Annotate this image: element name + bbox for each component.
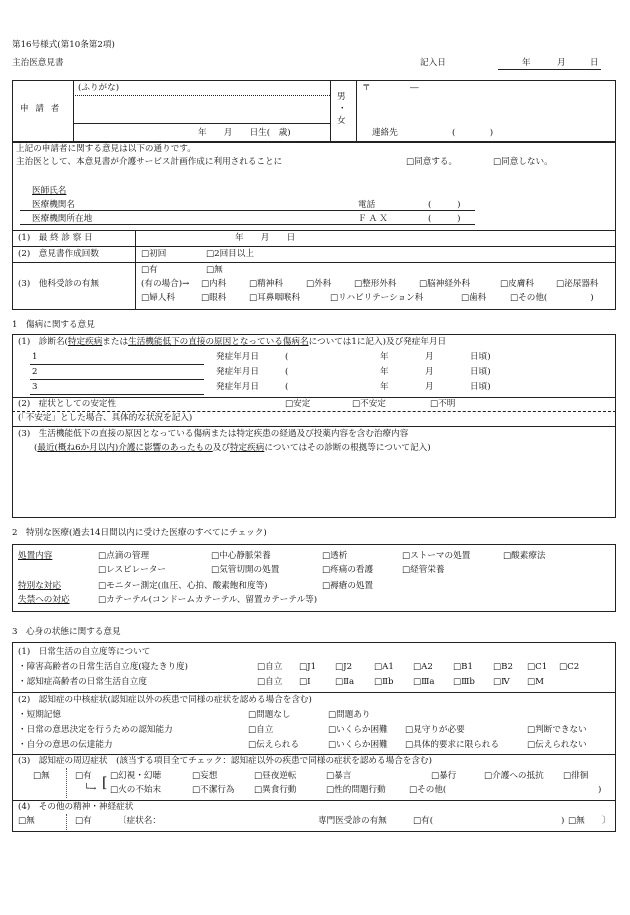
med-stoma[interactable]: □ ストーマの処置 [402,551,470,562]
diagnosis-2-num: 2 [32,367,38,377]
entry-date-year[interactable]: 年 [522,58,531,68]
fax-field[interactable]: ( ) [428,214,461,224]
onset-2-year[interactable]: 年 [380,367,389,377]
treatment-line-1: (3) 生活機能低下の直接の原因となっている傷病または特定疾患の経過及び投薬内容を含む治療内容 [18,429,409,439]
med-respirator[interactable]: □ レスピレーター [98,565,166,576]
p1-title: (1) 日常生活の自立度等について [18,647,151,657]
onset-3-label: 発症年月日 [216,382,259,392]
dept-geka[interactable]: □ 外科 [306,279,331,290]
onset-2-open: ( [285,367,289,377]
med-catheter[interactable]: □ カテーテル(コンドームカテーテル、留置カテーテル等) [98,595,317,606]
birth-date[interactable]: 年 月 日生( 歳) [198,128,291,138]
dementia-3a[interactable]: □ Ⅲa [413,677,435,688]
p4-yes[interactable]: □ 有 [75,816,92,827]
treatment-line-2: (最近(概ね6か月以内)介護に影響のあったもの及び特定疾病についてはその診断の根拠等について記入) [34,443,431,453]
bpsd-yes[interactable]: □ 有 [75,771,92,782]
decision-label: ・日常の意思決定を行うための認知能力 [18,725,173,735]
p4-title: (4) その他の精神・神経症状 [18,802,134,812]
onset-2-label: 発症年月日 [216,367,259,377]
bpsd-arrow: └→ [84,784,97,794]
elder-c1[interactable]: □ C1 [527,662,547,673]
incontinence-label: 失禁への対応 [18,595,70,605]
comm-cannot[interactable]: □ 伝えられない [527,740,587,751]
bpsd-bracket: [ [102,775,108,791]
p4-specialist-no[interactable]: □ 無 [568,816,585,827]
bpsd-delusion[interactable]: □ 妄想 [192,771,217,782]
dept-naika[interactable]: □ 内科 [201,279,226,290]
other-dept-if: (有の場合)→ [141,279,190,289]
last-exam-date[interactable]: 年 月 日 [235,233,296,243]
decision-supervision[interactable]: □ 見守りが必要 [405,725,465,736]
institution-address-label: 医療機関所在地 [32,214,93,224]
bpsd-verbal-abuse[interactable]: □ 暴言 [326,771,351,782]
diagnosis-1-num: 1 [32,352,38,362]
memory-label: ・短期記憶 [18,710,61,720]
dementia-m[interactable]: □ M [527,677,544,688]
other-dept-no[interactable]: □ 無 [206,265,223,276]
p4-symptom-label: 〔症状名： [118,816,161,826]
dementia-2a[interactable]: □ Ⅱa [335,677,354,688]
diagnosis-header: (1) 診断名(特定疾病または生活機能低下の直接の原因となっている傷病名については1に記入)及び発症年月日 [18,337,447,347]
special-label: 特別な対応 [18,581,61,591]
med-dialysis[interactable]: □ 透析 [322,551,347,562]
med-tube-feeding[interactable]: □ 経管栄養 [402,565,445,576]
section-3-title: 3 心身の状態に関する意見 [12,627,121,637]
onset-3-month[interactable]: 月 [425,382,434,392]
comm-some-difficulty[interactable]: □ いくらか困難 [328,740,388,751]
onset-3-day[interactable]: 日頃) [470,382,491,392]
bpsd-unclean[interactable]: □ 不潔行為 [192,785,235,796]
elder-j1[interactable]: □ J1 [299,662,316,673]
elder-a2[interactable]: □ A2 [413,662,433,673]
consent-agree[interactable]: □ 同意する。 [406,157,457,168]
stability-stable[interactable]: □ 安定 [285,399,310,410]
p4-none[interactable]: □ 無 [18,816,35,827]
dept-ganka[interactable]: □ 眼科 [201,293,226,304]
p2-title: (2) 認知症の中核症状(認知症以外の疾患で同様の症状を認める場合を含む) [18,695,312,705]
bpsd-day-night[interactable]: □ 昼夜逆転 [254,771,297,782]
bpsd-other[interactable]: □ その他( [409,785,446,796]
applicant-label: 申 請 者 [20,104,62,114]
onset-1-day[interactable]: 日頃) [470,352,491,362]
report-second[interactable]: □ 2回目以上 [206,249,254,260]
unstable-note: (「不安定」とした場合、具体的な状況を記入) [18,413,193,423]
other-dept-label: (3) 他科受診の有無 [18,279,99,289]
dementia-jiritsu[interactable]: □ 自立 [257,677,282,688]
elder-b2[interactable]: □ B2 [493,662,513,673]
p4-specialist-close: ) [561,816,565,826]
bpsd-wandering[interactable]: □ 徘徊 [563,771,588,782]
bpsd-other-close: ) [598,785,602,795]
postal-mark: 〒 [362,83,371,93]
treatment-content-field[interactable] [20,458,610,514]
dept-rehab[interactable]: □ リハビリテーション科 [330,293,423,304]
treatment-label: 処置内容 [18,551,53,561]
comm-can[interactable]: □ 伝えられる [248,740,299,751]
p3-title: (3) 認知症の周辺症状 (該当する項目全てチェック：認知症以外の疾患で同様の症状を認める場合を含む) [18,756,432,766]
onset-2-day[interactable]: 日頃) [470,367,491,377]
dementia-3b[interactable]: □ Ⅲb [453,677,475,688]
sex-male[interactable]: 男 [337,92,346,102]
onset-2-month[interactable]: 月 [425,367,434,377]
entry-date-label: 記入日 [420,58,446,68]
memory-problem[interactable]: □ 問題あり [328,710,371,721]
entry-date-day[interactable]: 日 [590,58,599,68]
elder-label: ・障害高齢者の日常生活自立度(寝たきり度) [18,662,188,672]
contact-label: 連絡先 [372,128,398,138]
furigana-label: (ふりがな) [78,83,120,93]
report-count-label: (2) 意見書作成回数 [18,249,99,259]
decision-cannot[interactable]: □ 判断できない [527,725,587,736]
onset-1-year[interactable]: 年 [380,352,389,362]
entry-date-month[interactable]: 月 [557,58,566,68]
p4-bracket-end: 〕 [602,816,611,826]
onset-1-month[interactable]: 月 [425,352,434,362]
elder-b1[interactable]: □ B1 [453,662,473,673]
consent-disagree[interactable]: □ 同意しない。 [493,157,553,168]
section-1-title: 1 傷病に関する意見 [12,320,95,330]
p4-specialist-label: 専門医受診の有無 [318,816,387,826]
dementia-4[interactable]: □ Ⅳ [493,677,510,688]
comm-limited[interactable]: □ 具体的要求に限られる [405,740,499,751]
med-tpn[interactable]: □ 中心静脈栄養 [211,551,271,562]
bpsd-hallucination[interactable]: □ 幻視・幻聴 [110,771,161,782]
postal-dash: ― [410,83,419,93]
bpsd-resist-care[interactable]: □ 介護への抵抗 [484,771,544,782]
dept-fujinka[interactable]: □ 婦人科 [141,293,175,304]
applicant-name-field[interactable] [80,100,325,120]
dept-hinyoki[interactable]: □ 泌尿器科 [556,279,599,290]
sex-dot: ・ [338,104,347,114]
decision-independent[interactable]: □ 自立 [248,725,273,736]
med-monitor[interactable]: □ モニター測定(血圧、心拍、酸素飽和度等) [98,581,268,592]
med-tracheotomy[interactable]: □ 気管切開の処置 [211,565,279,576]
last-exam-label: (1) 最 終 診 察 日 [18,233,93,243]
dept-seikei[interactable]: □ 整形外科 [354,279,397,290]
onset-1-label: 発症年月日 [216,352,259,362]
dept-other[interactable]: □ その他( ) [510,293,594,304]
stability-unstable[interactable]: □ 不安定 [352,399,386,410]
bpsd-sexual[interactable]: □ 性的問題行動 [326,785,386,796]
fax-label: ＦＡＸ [358,214,390,224]
dept-seishin[interactable]: □ 精神科 [249,279,283,290]
stability-label: (2) 症状としての安定性 [18,399,117,409]
decision-some-difficulty[interactable]: □ いくらか困難 [328,725,388,736]
doctor-name-label: 医師氏名 [32,186,67,196]
stability-unknown[interactable]: □ 不明 [430,399,455,410]
onset-1-open: ( [285,352,289,362]
elder-a1[interactable]: □ A1 [374,662,394,673]
dept-noushinkei[interactable]: □ 脳神経外科 [419,279,470,290]
memory-ok[interactable]: □ 問題なし [248,710,291,721]
diagnosis-3-num: 3 [32,382,38,392]
dementia-2b[interactable]: □ Ⅱb [374,677,393,688]
opinion-line-2: 主治医として、本意見書が介護サービス計画作成に利用されることに [16,157,283,167]
med-pain[interactable]: □ 疼痛の看護 [322,565,373,576]
page-title: 主治医意見書 [12,58,64,68]
dept-hifu[interactable]: □ 皮膚科 [500,279,534,290]
bpsd-fire[interactable]: □ 火の不始末 [110,785,161,796]
elder-c2[interactable]: □ C2 [559,662,579,673]
onset-3-year[interactable]: 年 [380,382,389,392]
med-bedsore[interactable]: □ 褥瘡の処置 [322,581,373,592]
onset-3-open: ( [285,382,289,392]
p4-specialist-yes[interactable]: □ 有( [413,816,433,827]
dept-shika[interactable]: □ 歯科 [461,293,486,304]
opinion-line-1: 上記の申請者に関する意見は以下の通りです。 [16,144,196,154]
med-oxygen[interactable]: □ 酸素療法 [503,551,546,562]
bpsd-none[interactable]: □ 無 [33,771,50,782]
phone-label: 電話 [358,200,376,210]
section-2-title: 2 特別な医療(過去14日間以内に受けた医療のすべてにチェック) [12,528,267,538]
med-iv[interactable]: □ 点滴の管理 [98,551,149,562]
elder-jiritsu[interactable]: □ 自立 [257,662,282,673]
contact-field[interactable]: ( ) [452,128,494,138]
sex-female[interactable]: 女 [337,116,346,126]
bpsd-pica[interactable]: □ 異食行動 [254,785,297,796]
report-first[interactable]: □ 初回 [141,249,166,260]
dept-jibika[interactable]: □ 耳鼻咽喉科 [249,293,300,304]
other-dept-yes[interactable]: □ 有 [141,265,158,276]
form-number: 第16号様式(第10条第2項) [12,40,115,50]
institution-label: 医療機関名 [32,200,75,210]
phone-field[interactable]: ( ) [428,200,461,210]
bpsd-violence[interactable]: □ 暴行 [431,771,456,782]
communication-label: ・自分の意思の伝達能力 [18,740,113,750]
elder-j2[interactable]: □ J2 [335,662,352,673]
dementia-label: ・認知症高齢者の日常生活自立度 [18,677,147,687]
dementia-1[interactable]: □ Ⅰ [299,677,311,688]
